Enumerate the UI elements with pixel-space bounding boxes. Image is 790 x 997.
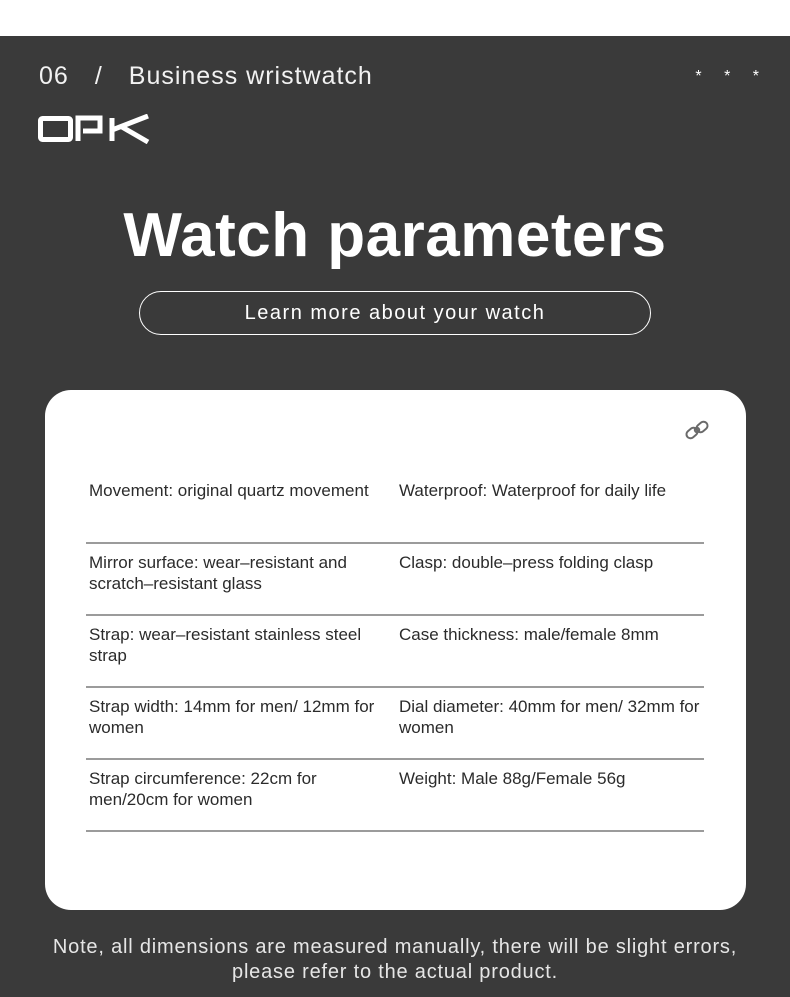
param-dial-diameter: Dial diameter: 40mm for men/ 32mm for women [399,697,700,737]
param-strap: Strap: wear–resistant stainless steel strap [89,625,362,665]
parameters-table [86,472,704,832]
decorative-stars: * * * [695,68,768,85]
param-case-thickness: Case thickness: male/female 8mm [399,625,659,644]
param-strap-width: Strap width: 14mm for men/ 12mm for women [89,697,375,737]
table-row [86,472,704,544]
param-clasp: Clasp: double–press folding clasp [399,553,654,572]
top-white-strip [0,0,790,36]
param-strap-circumference: Strap circumference: 22cm for men/20cm for women [89,769,317,809]
learn-more-pill: Learn more about your watch [139,291,651,335]
param-weight: Weight: Male 88g/Female 56g [399,769,626,788]
param-waterproof: Waterproof: Waterproof for daily life [399,481,667,500]
disclaimer-note: Note, all dimensions are measured manually, there will be slight errors, please refer to the actual product. [52,936,738,983]
param-mirror-surface: Mirror surface: wear–resistant and scratch–resistant glass [89,553,347,593]
table-row [86,760,704,832]
header-breadcrumb [39,62,373,91]
section-number: 06 [39,62,69,90]
param-movement: Movement: original quartz movement [89,481,369,500]
opk-logo [38,114,150,144]
section-category: Business wristwatch [128,62,373,90]
table-row [86,616,704,688]
table-row [86,688,704,760]
breadcrumb-separator: / [94,62,103,90]
link-icon [683,416,711,444]
parameters-card [45,390,746,910]
page-title: Watch parameters [123,201,667,270]
table-row [86,544,704,616]
